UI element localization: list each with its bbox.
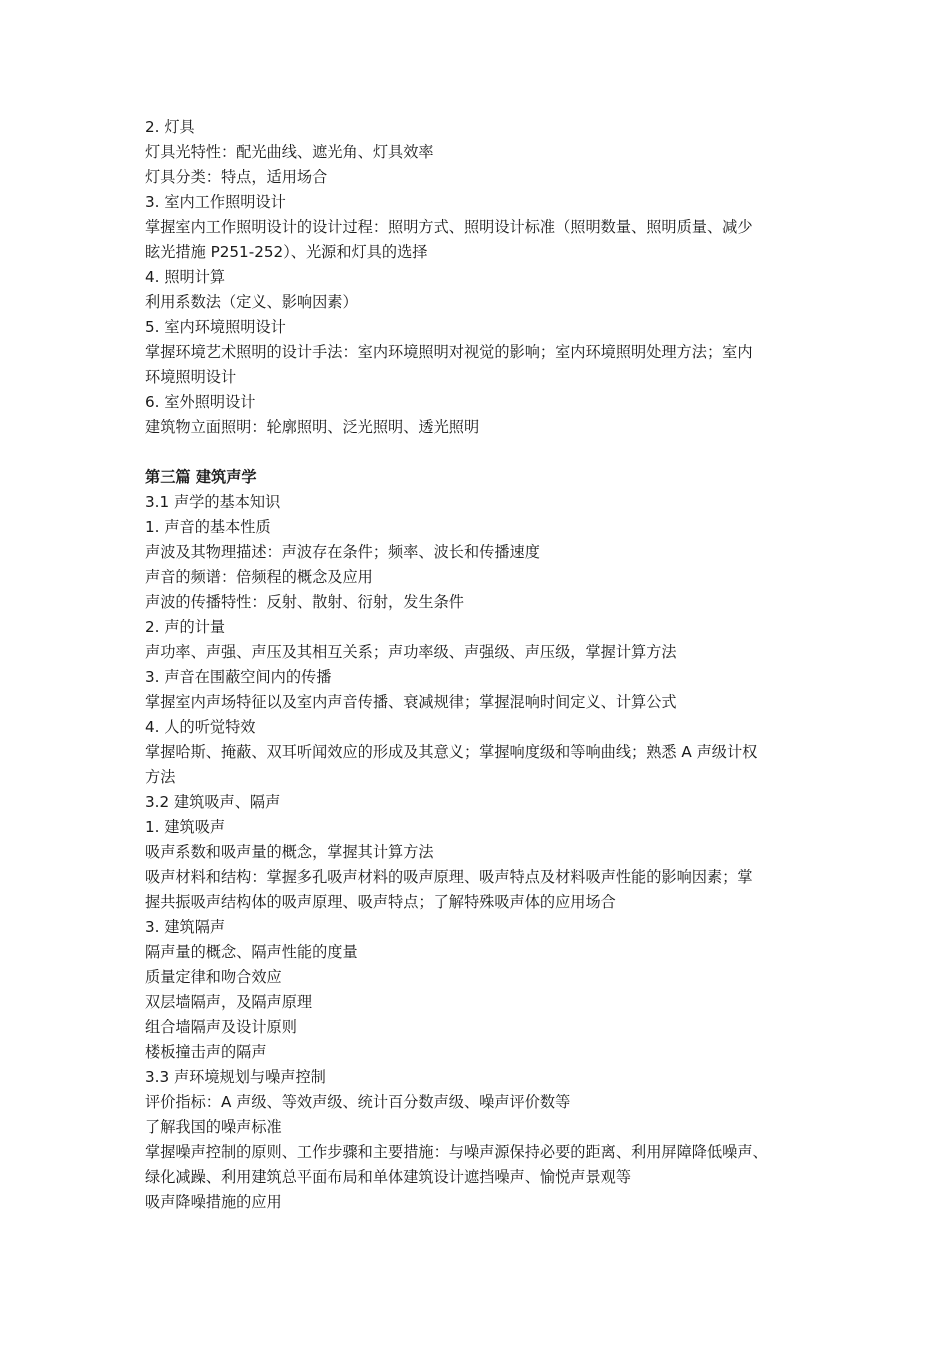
list-item-outdoor-lighting: 6. 室外照明设计 [145,393,256,411]
list-item-indoor-environment-lighting: 5. 室内环境照明设计 [145,318,286,336]
text-line: 声波及其物理描述：声波存在条件；频率、波长和传播速度 [145,543,540,561]
list-item: 4. 人的听觉特效 [145,718,256,736]
text-line: 掌握噪声控制的原则、工作步骤和主要措施：与噪声源保持必要的距离、利用屏障降低噪声、 [145,1143,768,1161]
text-line: 吸声材料和结构：掌握多孔吸声材料的吸声原理、吸声特点及材料吸声性能的影响因素；掌 [145,868,753,886]
text-line: 声波的传播特性：反射、散射、衍射，发生条件 [145,593,464,611]
subsection-heading: 3.3 声环境规划与噪声控制 [145,1068,326,1086]
text-line: 评价指标：A 声级、等效声级、统计百分数声级、噪声评价数等 [145,1093,571,1111]
text-line: 吸声系数和吸声量的概念，掌握其计算方法 [145,843,434,861]
text-line: 楼板撞击声的隔声 [145,1043,267,1061]
text-line: 掌握环境艺术照明的设计手法：室内环境照明对视觉的影响；室内环境照明处理方法；室内 [145,343,753,361]
list-item: 1. 声音的基本性质 [145,518,271,536]
text-line: 建筑物立面照明：轮廓照明、泛光照明、透光照明 [145,418,480,436]
text-line: 方法 [145,768,176,786]
text-line: 掌握室内声场特征以及室内声音传播、衰减规律；掌握混响时间定义、计算公式 [145,693,677,711]
section-heading: 第三篇 建筑声学 [145,468,257,486]
subsection-heading: 3.2 建筑吸声、隔声 [145,793,281,811]
document-body [145,115,815,1215]
text-line: 双层墙隔声，及隔声原理 [145,993,313,1011]
text-line: 掌握哈斯、掩蔽、双耳听闻效应的形成及其意义；掌握响度级和等响曲线；熟悉 A 声级计权 [145,743,758,761]
text-line: 了解我国的噪声标准 [145,1118,282,1136]
text-line: 灯具分类：特点，适用场合 [145,168,328,186]
text-line: 质量定律和吻合效应 [145,968,282,986]
list-item: 1. 建筑吸声 [145,818,226,836]
text-line: 声功率、声强、声压及其相互关系；声功率级、声强级、声压级，掌握计算方法 [145,643,677,661]
text-line: 隔声量的概念、隔声性能的度量 [145,943,358,961]
text-line: 声音的频谱：倍频程的概念及应用 [145,568,373,586]
list-item: 2. 声的计量 [145,618,226,636]
text-line: 眩光措施 P251-252）、光源和灯具的选择 [145,243,428,261]
list-item: 3. 声音在围蔽空间内的传播 [145,668,332,686]
list-item: 3. 建筑隔声 [145,918,226,936]
subsection-heading: 3.1 声学的基本知识 [145,493,281,511]
list-item-indoor-work-lighting: 3. 室内工作照明设计 [145,193,286,211]
text-line: 组合墙隔声及设计原则 [145,1018,297,1036]
paragraph-gap [145,440,815,465]
text-line: 利用系数法（定义、影响因素） [145,293,358,311]
text-line: 吸声降噪措施的应用 [145,1193,282,1211]
text-line: 握共振吸声结构体的吸声原理、吸声特点；了解特殊吸声体的应用场合 [145,893,616,911]
list-item-lamps: 2. 灯具 [145,118,195,136]
text-line: 掌握室内工作照明设计的设计过程：照明方式、照明设计标准（照明数量、照明质量、减少 [145,218,753,236]
text-line: 绿化减躁、利用建筑总平面布局和单体建筑设计遮挡噪声、愉悦声景观等 [145,1168,631,1186]
text-line: 灯具光特性：配光曲线、遮光角、灯具效率 [145,143,434,161]
list-item-lighting-calculation: 4. 照明计算 [145,268,226,286]
text-line: 环境照明设计 [145,368,237,386]
